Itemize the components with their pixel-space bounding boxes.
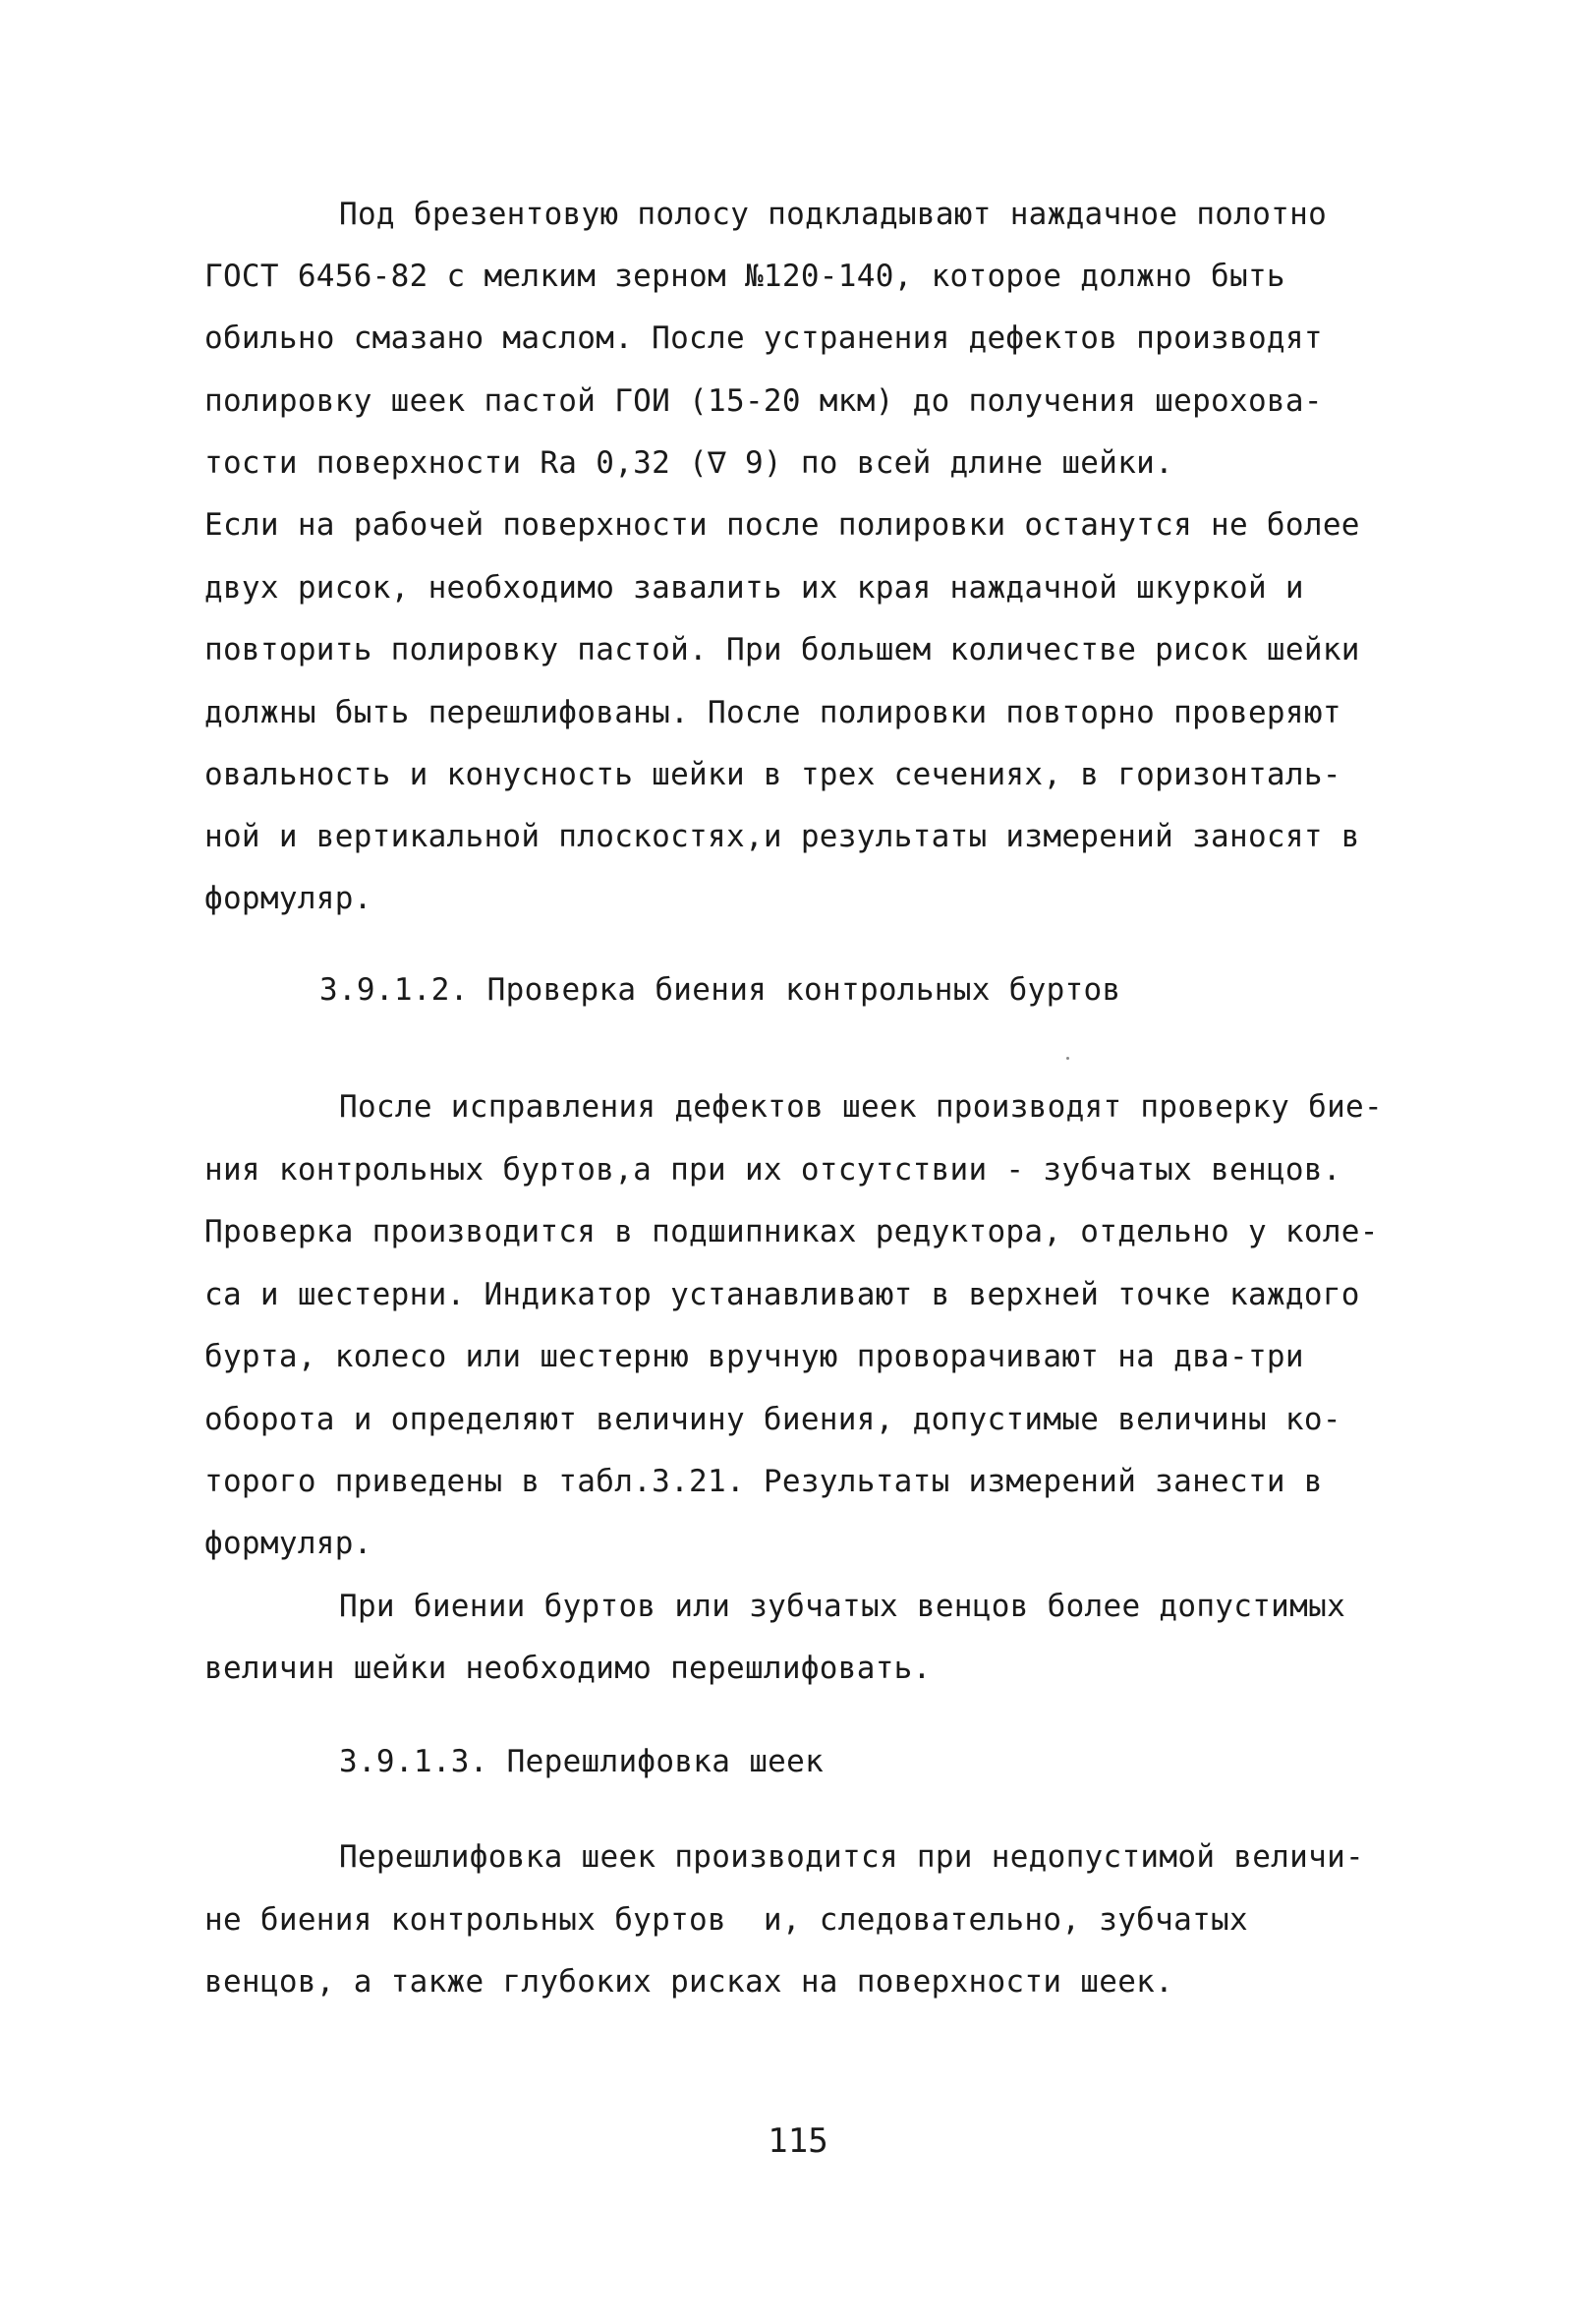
text-line: венцов, а также глубоких рисках на поверхности шеек. [204, 1964, 1174, 2000]
text-line: торого приведены в табл.3.21. Результаты измерений занести в [204, 1464, 1323, 1499]
section-heading: 3.9.1.3. Перешлифовка шеек [339, 1744, 825, 1779]
text-line: После исправления дефектов шеек производят проверку бие- [339, 1089, 1383, 1125]
text-line: са и шестерни. Индикатор устанавливают в верхней точке каждого [204, 1277, 1360, 1312]
text-line: тости поверхности Ra 0,32 (∇ 9) по всей длине шейки. [204, 445, 1174, 481]
text-line: величин шейки необходимо перешлифовать. [204, 1651, 932, 1686]
text-line: Перешлифовка шеек производится при недопустимой величи- [339, 1839, 1364, 1875]
text-line: полировку шеек пастой ГОИ (15-20 мкм) до получения шерохова- [204, 383, 1323, 419]
text-line: овальность и конусность шейки в трех сечениях, в горизонталь- [204, 757, 1341, 792]
text-line: повторить полировку пастой. При большем количестве рисок шейки [204, 632, 1360, 668]
section-heading: 3.9.1.2. Проверка биения контрольных буртов [319, 972, 1121, 1008]
text-line: ния контрольных буртов,а при их отсутствии - зубчатых венцов. [204, 1152, 1341, 1188]
text-line: обильно смазано маслом. После устранения дефектов производят [204, 320, 1323, 356]
text-line: ной и вертикальной плоскостях,и результаты измерений заносят в [204, 819, 1360, 854]
text-line: формуляр. [204, 881, 372, 916]
text-line: ГОСТ 6456-82 с мелким зерном №120-140, которое должно быть [204, 259, 1285, 294]
text-line: бурта, колесо или шестерню вручную проворачивают на два-три [204, 1339, 1304, 1374]
text-line: При биении буртов или зубчатых венцов более допустимых [339, 1589, 1346, 1624]
text-line: оборота и определяют величину биения, допустимые величины ко- [204, 1402, 1341, 1437]
page-number: 115 [768, 2121, 828, 2161]
text-line: Проверка производится в подшипниках редуктора, отдельно у коле- [204, 1214, 1379, 1249]
text-line: не биения контрольных буртов и, следовательно, зубчатых [204, 1902, 1248, 1938]
text-line: должны быть перешлифованы. После полировки повторно проверяют [204, 695, 1341, 730]
scan-speck [1066, 1057, 1069, 1060]
text-line: двух рисок, необходимо завалить их края наждачной шкуркой и [204, 570, 1304, 606]
text-line: формуляр. [204, 1526, 372, 1561]
text-line: Если на рабочей поверхности после полировки останутся не более [204, 507, 1360, 543]
text-line: Под брезентовую полосу подкладывают наждачное полотно [339, 197, 1328, 232]
